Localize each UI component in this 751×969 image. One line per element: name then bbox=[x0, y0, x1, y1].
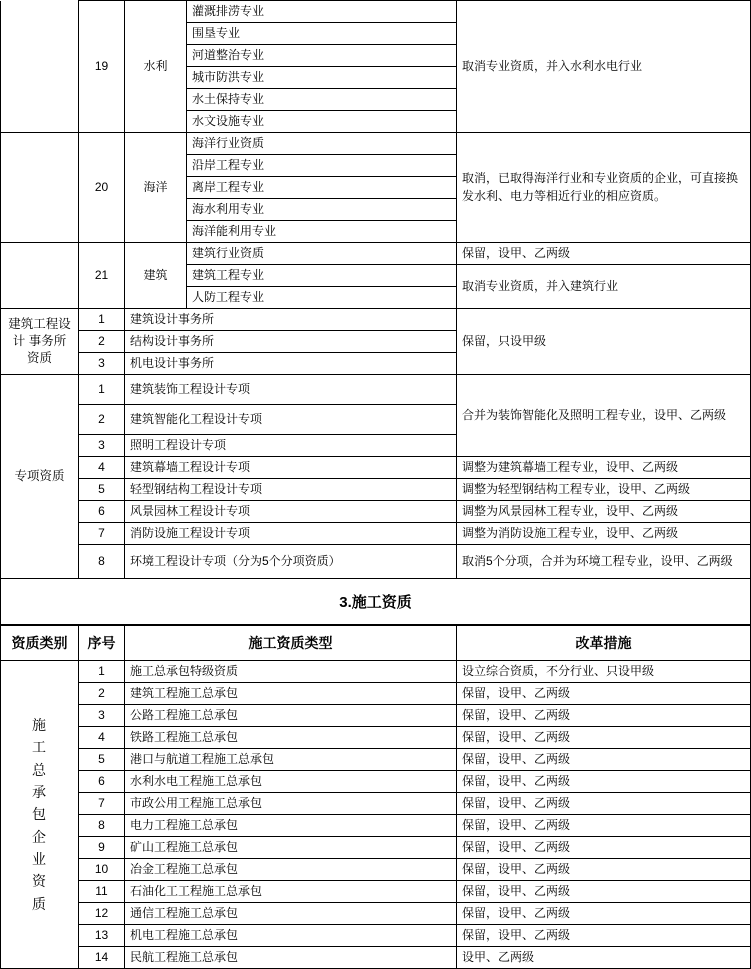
row-measure: 保留，设甲、乙两级 bbox=[457, 749, 751, 771]
row-type: 铁路工程施工总承包 bbox=[125, 727, 457, 749]
row-no: 6 bbox=[79, 501, 125, 523]
table-row bbox=[1, 837, 751, 859]
header-type: 施工资质类型 bbox=[125, 626, 457, 661]
row-no: 5 bbox=[79, 479, 125, 501]
row-no: 8 bbox=[79, 545, 125, 579]
row-type: 石油化工工程施工总承包 bbox=[125, 881, 457, 903]
row-type: 民航工程施工总承包 bbox=[125, 947, 457, 969]
table-row bbox=[1, 947, 751, 969]
item-name: 建筑工程专业 bbox=[187, 265, 457, 287]
row-type: 电力工程施工总承包 bbox=[125, 815, 457, 837]
row-no: 2 bbox=[79, 683, 125, 705]
row-name: 轻型钢结构工程设计专项 bbox=[125, 479, 457, 501]
row-type: 公路工程施工总承包 bbox=[125, 705, 457, 727]
item-name: 离岸工程专业 bbox=[187, 177, 457, 199]
table-row bbox=[1, 793, 751, 815]
table-row bbox=[1, 1, 751, 23]
row-no: 9 bbox=[79, 837, 125, 859]
row-measure: 保留，设甲、乙两级 bbox=[457, 793, 751, 815]
row-measure: 保留，设甲、乙两级 bbox=[457, 771, 751, 793]
row-measure: 保留，设甲、乙两级 bbox=[457, 881, 751, 903]
table-row bbox=[1, 925, 751, 947]
row-name: 消防设施工程设计专项 bbox=[125, 523, 457, 545]
category-special: 专项资质 bbox=[1, 375, 79, 579]
group-measure: 保留，设甲、乙两级 bbox=[457, 243, 751, 265]
table-row bbox=[1, 771, 751, 793]
item-name: 灌溉排涝专业 bbox=[187, 1, 457, 23]
row-no: 1 bbox=[79, 661, 125, 683]
table-row bbox=[1, 661, 751, 683]
table-row bbox=[1, 243, 751, 265]
row-measure: 设立综合资质，不分行业、只设甲级 bbox=[457, 661, 751, 683]
category-construction-general bbox=[1, 661, 79, 969]
item-name: 水土保持专业 bbox=[187, 89, 457, 111]
row-no: 8 bbox=[79, 815, 125, 837]
item-name: 沿岸工程专业 bbox=[187, 155, 457, 177]
item-name: 城市防洪专业 bbox=[187, 67, 457, 89]
row-name: 建筑设计事务所 bbox=[125, 309, 457, 331]
row-type: 通信工程施工总承包 bbox=[125, 903, 457, 925]
row-measure: 调整为风景园林工程专业，设甲、乙两级 bbox=[457, 501, 751, 523]
row-measure: 设甲、乙两级 bbox=[457, 947, 751, 969]
row-type: 矿山工程施工总承包 bbox=[125, 837, 457, 859]
group-no: 19 bbox=[79, 1, 125, 133]
row-name: 建筑装饰工程设计专项 bbox=[125, 375, 457, 405]
row-measure: 保留，设甲、乙两级 bbox=[457, 815, 751, 837]
group-no: 20 bbox=[79, 133, 125, 243]
table-row bbox=[1, 133, 751, 155]
row-no: 1 bbox=[79, 309, 125, 331]
row-measure: 保留，设甲、乙两级 bbox=[457, 925, 751, 947]
row-measure: 调整为建筑幕墙工程专业，设甲、乙两级 bbox=[457, 457, 751, 479]
item-name: 围垦专业 bbox=[187, 23, 457, 45]
group-no: 21 bbox=[79, 243, 125, 309]
table-row bbox=[1, 309, 751, 331]
row-no: 2 bbox=[79, 331, 125, 353]
row-type: 冶金工程施工总承包 bbox=[125, 859, 457, 881]
row-type: 水利水电工程施工总承包 bbox=[125, 771, 457, 793]
category-design-office: 建筑工程设计 事务所资质 bbox=[1, 309, 79, 375]
header-category: 资质类别 bbox=[1, 626, 79, 661]
row-name: 照明工程设计专项 bbox=[125, 435, 457, 457]
row-measure: 保留，设甲、乙两级 bbox=[457, 837, 751, 859]
item-name: 海水利用专业 bbox=[187, 199, 457, 221]
group-field: 海洋 bbox=[125, 133, 187, 243]
section-title: 3.施工资质 bbox=[1, 579, 751, 625]
row-type: 港口与航道工程施工总承包 bbox=[125, 749, 457, 771]
row-name: 结构设计事务所 bbox=[125, 331, 457, 353]
table-row bbox=[1, 479, 751, 501]
row-type: 施工总承包特级资质 bbox=[125, 661, 457, 683]
row-no: 5 bbox=[79, 749, 125, 771]
construction-qualification-table bbox=[0, 625, 751, 969]
row-no: 11 bbox=[79, 881, 125, 903]
row-name: 建筑智能化工程设计专项 bbox=[125, 405, 457, 435]
table-row bbox=[1, 501, 751, 523]
row-no: 6 bbox=[79, 771, 125, 793]
row-name: 机电设计事务所 bbox=[125, 353, 457, 375]
table-row bbox=[1, 859, 751, 881]
table-row bbox=[1, 815, 751, 837]
row-name: 风景园林工程设计专项 bbox=[125, 501, 457, 523]
row-no: 7 bbox=[79, 523, 125, 545]
row-name: 建筑幕墙工程设计专项 bbox=[125, 457, 457, 479]
item-name: 海洋行业资质 bbox=[187, 133, 457, 155]
row-no: 3 bbox=[79, 705, 125, 727]
row-no: 2 bbox=[79, 405, 125, 435]
group-measure: 取消专业资质，并入建筑行业 bbox=[457, 265, 751, 309]
item-name: 建筑行业资质 bbox=[187, 243, 457, 265]
item-name: 水文设施专业 bbox=[187, 111, 457, 133]
row-measure: 保留，设甲、乙两级 bbox=[457, 705, 751, 727]
row-measure: 取消5个分项，合并为环境工程专业，设甲、乙两级 bbox=[457, 545, 751, 579]
row-no: 3 bbox=[79, 353, 125, 375]
table-row bbox=[1, 749, 751, 771]
table-row bbox=[1, 727, 751, 749]
row-measure: 调整为消防设施工程专业，设甲、乙两级 bbox=[457, 523, 751, 545]
row-no: 10 bbox=[79, 859, 125, 881]
row-measure: 保留，设甲、乙两级 bbox=[457, 683, 751, 705]
row-no: 7 bbox=[79, 793, 125, 815]
group-field: 建筑 bbox=[125, 243, 187, 309]
row-measure: 保留，只设甲级 bbox=[457, 309, 751, 375]
table-row bbox=[1, 705, 751, 727]
table-row bbox=[1, 683, 751, 705]
section-title-row bbox=[1, 579, 751, 625]
group-measure: 取消，已取得海洋行业和专业资质的企业，可直接换发水利、电力等相近行业的相应资质。 bbox=[457, 133, 751, 243]
row-type: 建筑工程施工总承包 bbox=[125, 683, 457, 705]
table-row bbox=[1, 375, 751, 405]
row-type: 机电工程施工总承包 bbox=[125, 925, 457, 947]
item-name: 海洋能利用专业 bbox=[187, 221, 457, 243]
row-measure: 保留，设甲、乙两级 bbox=[457, 859, 751, 881]
row-name: 环境工程设计专项（分为5个分项资质） bbox=[125, 545, 457, 579]
table-row bbox=[1, 881, 751, 903]
row-no: 4 bbox=[79, 457, 125, 479]
group-field: 水利 bbox=[125, 1, 187, 133]
header-no: 序号 bbox=[79, 626, 125, 661]
table-row bbox=[1, 545, 751, 579]
row-no: 1 bbox=[79, 375, 125, 405]
row-measure: 合并为装饰智能化及照明工程专业，设甲、乙两级 bbox=[457, 375, 751, 457]
row-type: 市政公用工程施工总承包 bbox=[125, 793, 457, 815]
item-name: 河道整治专业 bbox=[187, 45, 457, 67]
row-no: 12 bbox=[79, 903, 125, 925]
header-measure: 改革措施 bbox=[457, 626, 751, 661]
row-no: 13 bbox=[79, 925, 125, 947]
table-row bbox=[1, 903, 751, 925]
table-row bbox=[1, 523, 751, 545]
row-no: 14 bbox=[79, 947, 125, 969]
table-row bbox=[1, 457, 751, 479]
vertical-label: 施 工 总 承 包 企 业 资 质 bbox=[32, 716, 47, 912]
table-header-row bbox=[1, 626, 751, 661]
row-measure: 调整为轻型钢结构工程专业，设甲、乙两级 bbox=[457, 479, 751, 501]
group-measure: 取消专业资质，并入水利水电行业 bbox=[457, 1, 751, 133]
item-name: 人防工程专业 bbox=[187, 287, 457, 309]
row-no: 4 bbox=[79, 727, 125, 749]
row-measure: 保留，设甲、乙两级 bbox=[457, 903, 751, 925]
row-no: 3 bbox=[79, 435, 125, 457]
row-measure: 保留，设甲、乙两级 bbox=[457, 727, 751, 749]
